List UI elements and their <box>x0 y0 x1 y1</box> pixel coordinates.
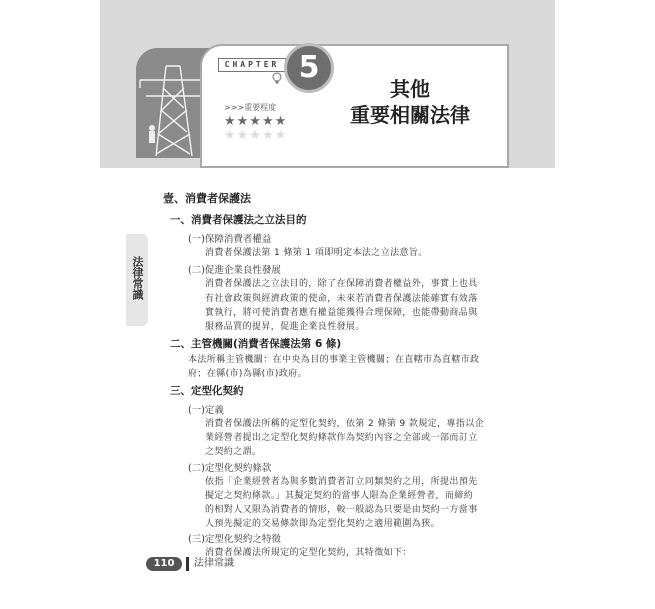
subsection-2-heading: 二、主管機關(消費者保護法第 6 條) <box>170 338 342 350</box>
chapter-label: CHAPTER <box>218 58 286 72</box>
page-number: 110 <box>146 557 182 571</box>
subsection-2-line: 本法所稱主管機關：在中央為目的事業主管機關；在直轄市為直轄市政 <box>188 355 480 365</box>
subsection-2-line: 府；在縣(市)為縣(市)政府。 <box>188 369 308 379</box>
item-3-1-line: 業經營者提出之定型化契約條款作為契約內容之全部或一部而訂立 <box>205 433 478 443</box>
chapter-title-line2: 重要相關法律 <box>350 103 470 127</box>
item-1-2-line: 實執行，將可使消費者應有權益能獲得合理保障，也能帶動商品與 <box>205 308 478 318</box>
footer-divider <box>186 557 189 571</box>
item-1-1-heading: (一)保障消費者權益 <box>188 234 272 245</box>
item-3-2-line: 的相對人又限為消費者的情形，較一般認為只要是由契約一方當事 <box>205 505 478 515</box>
subsection-1-heading: 一、消費者保護法之立法目的 <box>170 214 307 226</box>
item-1-1-line: 消費者保護法第 1 條第 1 項即明定本法之立法意旨。 <box>205 248 428 258</box>
lightbulb-icon <box>270 70 284 84</box>
item-3-1-heading: (一)定義 <box>188 405 224 416</box>
side-tab-label: 法律常識 <box>131 256 144 300</box>
item-3-1-line: 之契約之謂。 <box>205 447 262 457</box>
item-3-3-line: 消費者保護法所規定的定型化契約，其特徵如下： <box>205 548 412 558</box>
item-1-2-line: 消費者保護法之立法目的，除了在保障消費者權益外，事實上也具 <box>205 279 478 289</box>
power-tower-photo <box>136 48 210 158</box>
footer-label: 法律常識 <box>194 558 234 569</box>
importance-stars: ★★★★★ <box>224 114 288 129</box>
subsection-3-heading: 三、定型化契約 <box>170 385 244 397</box>
stars-reflection: ★★★★★ <box>224 128 288 143</box>
item-1-2-line: 有社會政策與經濟政策的使命，未來若消費者保護法能確實有效落 <box>205 294 478 304</box>
chapter-title-line1: 其他 <box>390 77 430 101</box>
item-3-1-line: 消費者保護法所稱的定型化契約，依第 2 條第 9 款規定，專指以企 <box>205 419 485 429</box>
importance-label: >>>重要程度 <box>224 103 277 112</box>
item-1-2-heading: (二)促進企業良性發展 <box>188 265 281 276</box>
chapter-number: 5 <box>284 43 334 93</box>
chapter-title <box>330 76 490 128</box>
section-heading: 壹、消費者保護法 <box>163 192 251 205</box>
item-3-2-heading: (二)定型化契約條款 <box>188 463 272 474</box>
item-3-3-heading: (三)定型化契約之特徵 <box>188 534 281 545</box>
item-3-2-line: 人預先擬定的交易條款即為定型化契約之適用範圍為狹。 <box>205 519 441 529</box>
item-3-2-line: 擬定之契約條款。」其擬定契約的當事人限為企業經營者，而締約 <box>205 491 474 501</box>
item-1-2-line: 服務品質的提昇，促進企業良性發展。 <box>205 322 365 332</box>
item-3-2-line: 依指「企業經營者為與多數消費者訂立同類契約之用，所提出預先 <box>205 477 478 487</box>
